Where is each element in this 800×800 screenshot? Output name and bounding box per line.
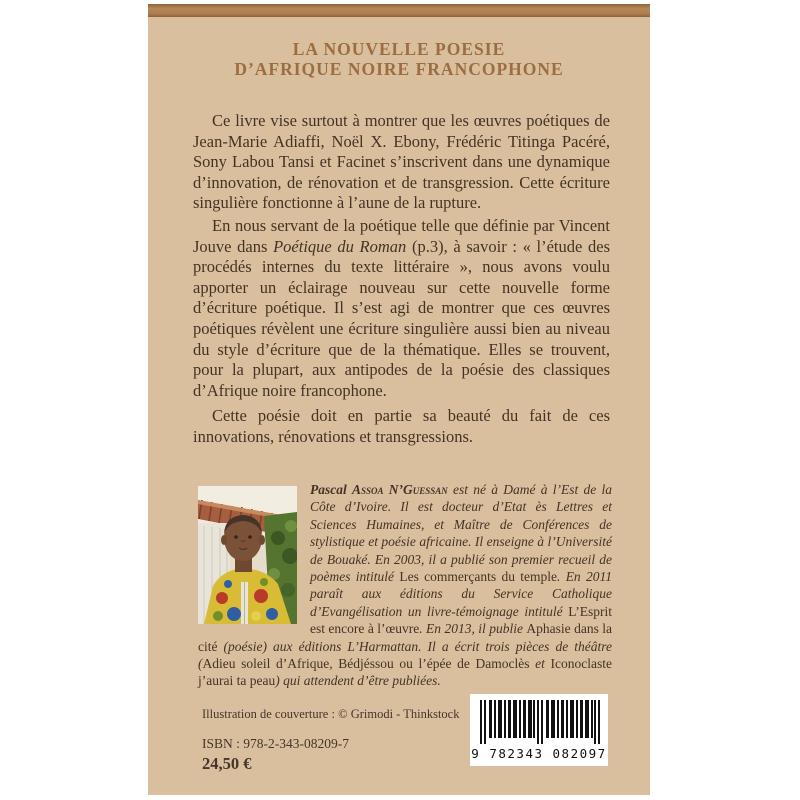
book-title-line1: LA NOUVELLE POESIE bbox=[292, 39, 506, 59]
synopsis-paragraph-3: Cette poésie doit en partie sa beauté du fait de ces innovations, rénovations et transgressions. bbox=[193, 406, 610, 446]
synopsis bbox=[193, 111, 610, 450]
price: 24,50 € bbox=[202, 754, 252, 773]
book-back-cover bbox=[148, 4, 650, 795]
illustration-credit: Illustration de couverture : © Grimodi - Thinkstock bbox=[202, 707, 460, 721]
author-bio-text: Pascal Assoa N’Guessan est né à Damé à l’Est de la Côte d’Ivoire. Il est docteur d’Etat ès Lettres et Sciences Humaines, et Maître de Conférences de stylistique et poésie africaine. Il enseigne à l’Université de Bouaké. En 2003, il a publié son premier recueil de poèmes intitulé Les commerçants du temple. En 2011 paraît aux éditions du Service Catholique d’Evangélisation un livre-témoignage intitulé L’Esprit est encore à l’œuvre. En 2013, il publie Aphasie dans la cité (poésie) aux éditions L’Harmattan. Il a écrit trois pièces de théâtre (Adieu soleil d’Afrique, Bédjéssou ou l’épée de Damoclès et Iconoclaste j’aurai ta peau) qui attendent d’être publiées. bbox=[198, 482, 613, 689]
book-title bbox=[148, 40, 650, 79]
synopsis-paragraph-2: En nous servant de la poétique telle que définie par Vincent Jouve dans Poétique du Roman (p.3), à savoir : « l’étude des procédés internes du texte littéraire », nous avons voulu apporter un éclairage nouveau sur cette nouvelle forme d’écriture poétique. Il s’est agi de montrer que ces œuvres poétiques révèlent une écriture singulière aussi bien au niveau du style d’écriture que de la thématique. Elles se trouvent, pour la plupart, aux antipodes de la poésie des classiques d’Afrique noire francophone. bbox=[193, 215, 611, 400]
author-photo-graphic bbox=[198, 486, 297, 624]
barcode-digits: 9 782343 082097 bbox=[471, 746, 607, 761]
publication-info bbox=[202, 707, 459, 774]
author-photo bbox=[198, 486, 297, 624]
isbn: ISBN : 978-2-343-08209-7 bbox=[202, 736, 349, 751]
barcode-bars-icon bbox=[470, 694, 608, 746]
barcode bbox=[470, 694, 608, 766]
synopsis-paragraph-1: Ce livre vise surtout à montrer que les œuvres poétiques de Jean-Marie Adiaffi, Noël X. Ebony, Frédéric Titinga Pacéré, Sony Labou Tansi et Facinet s’inscrivent dans une dynamique d’innovation, de rénovation et de transgression. Cette écriture singulière fonctionne à l’aune de la rupture. bbox=[193, 111, 610, 213]
top-strip bbox=[148, 4, 650, 17]
book-title-line2: D’AFRIQUE NOIRE FRANCOPHONE bbox=[234, 58, 564, 79]
author-bio-section bbox=[198, 481, 612, 690]
